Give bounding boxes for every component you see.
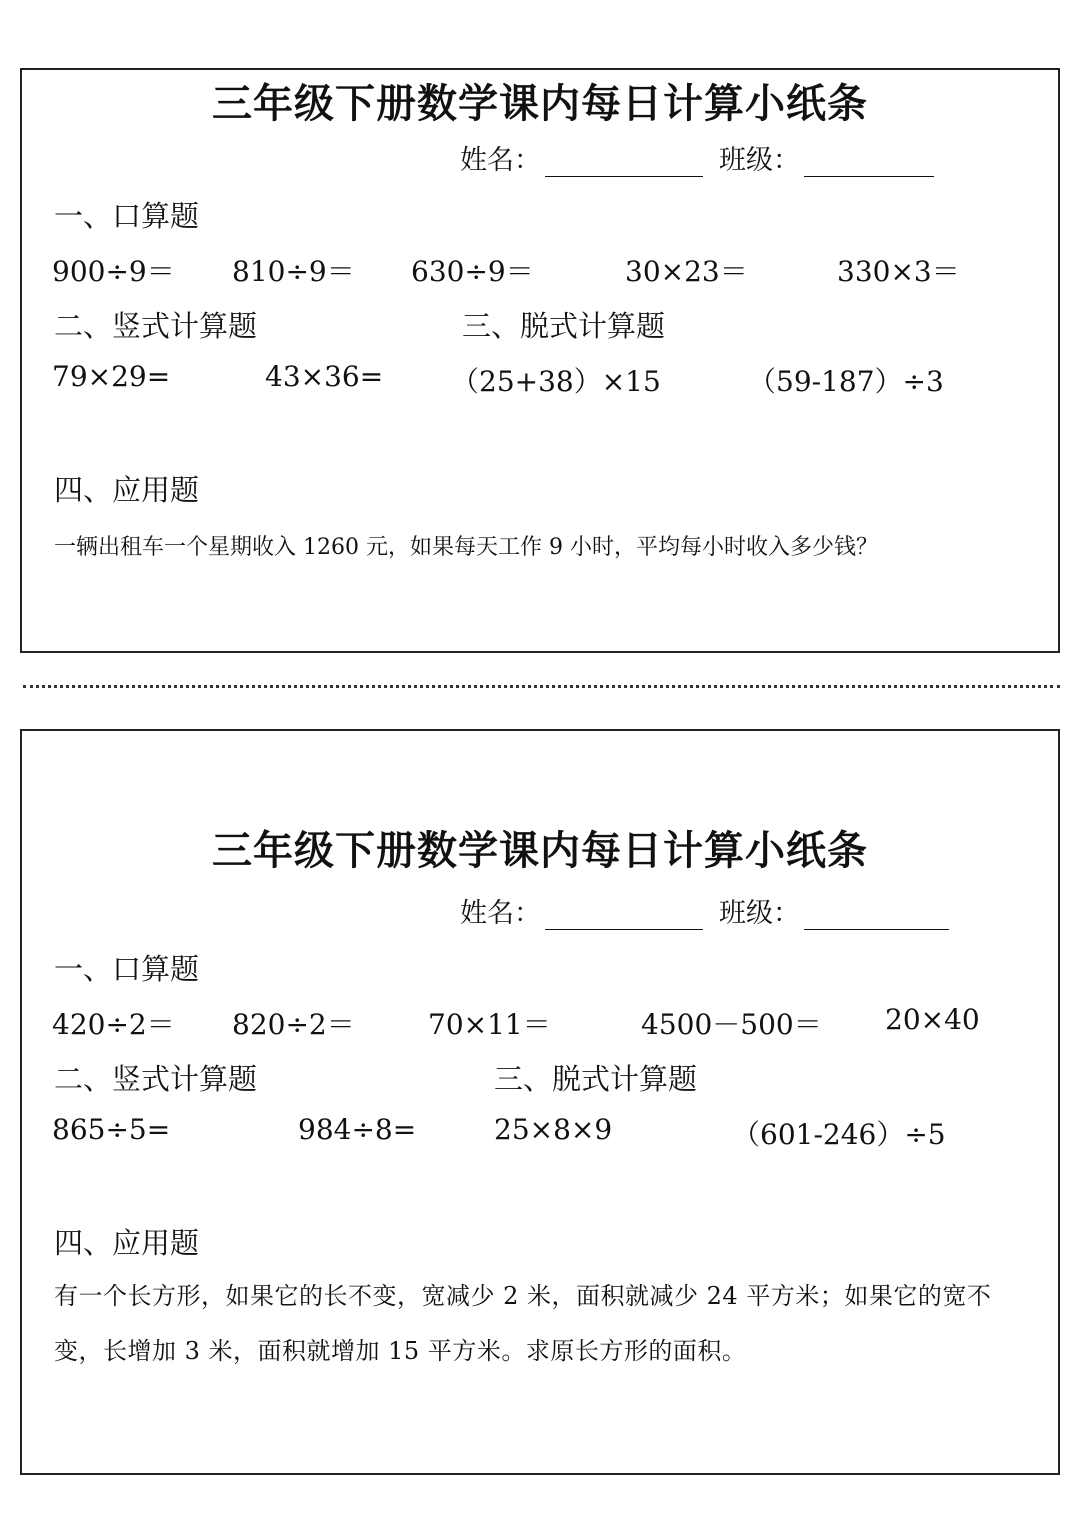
worksheet-card-2 (20, 729, 1060, 1475)
oral-item: 70×11＝ (428, 1008, 551, 1041)
cut-line (23, 685, 1060, 688)
vertical-item: 865÷5= (52, 1113, 171, 1146)
oral-item: 900÷9＝ (52, 255, 175, 288)
section-vertical-heading: 二、竖式计算题 (54, 1062, 258, 1096)
section-stepwise-heading: 三、脱式计算题 (494, 1062, 698, 1096)
oral-item: 330×3＝ (837, 255, 960, 288)
oral-item: 4500－500＝ (641, 1008, 822, 1041)
worksheet-title: 三年级下册数学课内每日计算小纸条 (212, 828, 868, 874)
section-word-heading: 四、应用题 (54, 1226, 200, 1260)
word-problem: 有一个长方形，如果它的长不变，宽减少 2 米，面积就减少 24 平方米；如果它的宽不变，长增加 3 米，面积就增加 15 平方米。求原长方形的面积。 (54, 1282, 992, 1365)
stepwise-item: （25+38）×15 (451, 365, 661, 398)
stepwise-item: （59-187）÷3 (748, 365, 944, 398)
oral-item: 30×23＝ (625, 255, 748, 288)
section-oral-heading: 一、口算题 (54, 199, 200, 233)
student-info (460, 891, 965, 930)
oral-row (22, 250, 1058, 290)
name-label: 姓名： (460, 145, 541, 176)
oral-item: 630÷9＝ (411, 255, 534, 288)
oral-item: 20×40 (885, 1003, 980, 1036)
name-label: 姓名： (460, 898, 541, 929)
stepwise-item: 25×8×9 (494, 1113, 613, 1146)
oral-item: 420÷2＝ (52, 1008, 175, 1041)
worksheet-card-1 (20, 68, 1060, 653)
vertical-item: 43×36= (265, 360, 384, 393)
class-label: 班级： (719, 898, 800, 929)
calc-row (22, 360, 1058, 400)
section-oral-heading: 一、口算题 (54, 952, 200, 986)
calc-row (22, 1113, 1058, 1153)
vertical-item: 984÷8= (298, 1113, 417, 1146)
class-label: 班级： (719, 145, 800, 176)
name-blank[interactable] (545, 901, 703, 930)
word-problem: 一辆出租车一个星期收入 1260 元，如果每天工作 9 小时，平均每小时收入多少钱？ (54, 535, 878, 560)
worksheet-title: 三年级下册数学课内每日计算小纸条 (212, 81, 868, 127)
section-word-heading: 四、应用题 (54, 473, 200, 507)
class-blank[interactable] (804, 148, 934, 177)
student-info (460, 138, 950, 177)
class-blank[interactable] (804, 901, 949, 930)
oral-item: 810÷9＝ (232, 255, 355, 288)
section-vertical-heading: 二、竖式计算题 (54, 309, 258, 343)
name-blank[interactable] (545, 148, 703, 177)
oral-row (22, 1003, 1058, 1043)
vertical-item: 79×29= (52, 360, 171, 393)
section-stepwise-heading: 三、脱式计算题 (462, 309, 666, 343)
oral-item: 820÷2＝ (232, 1008, 355, 1041)
stepwise-item: （601-246）÷5 (732, 1118, 946, 1151)
